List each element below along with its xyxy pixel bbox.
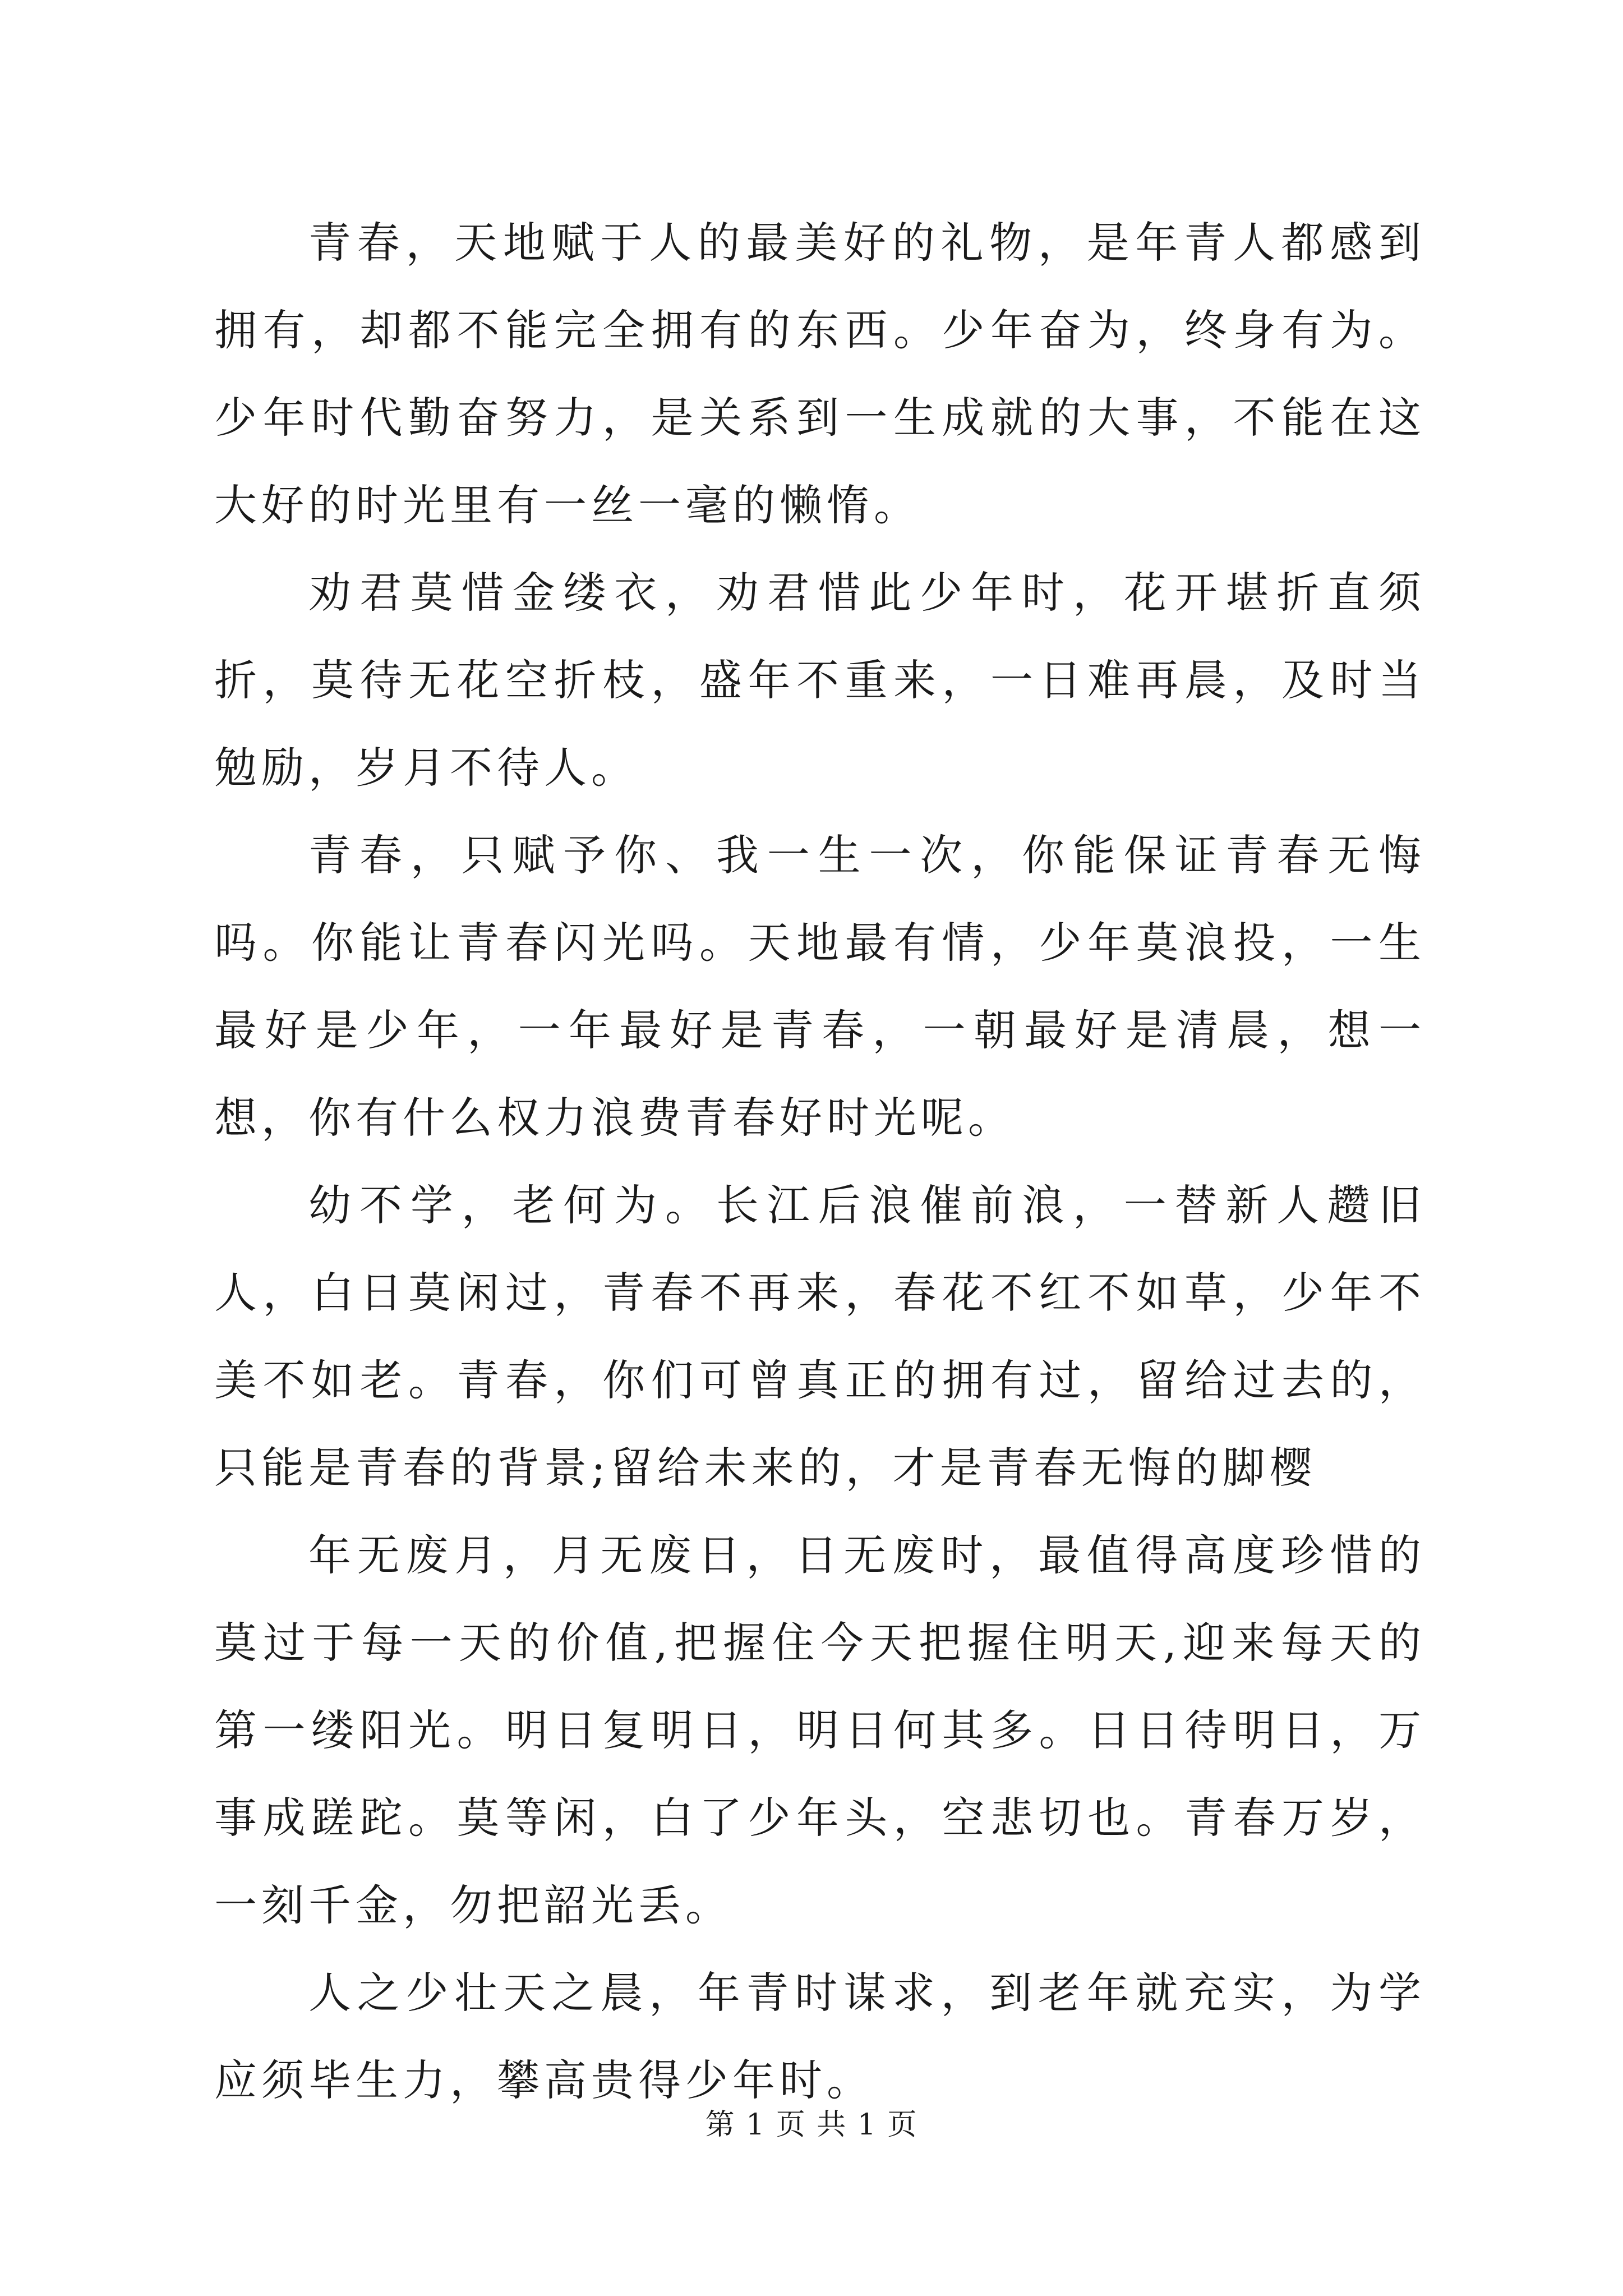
- paragraph: 青春，天地赋于人的最美好的礼物，是年青人都感到拥有，却都不能完全拥有的东西。少年奋为，终身有为。少年时代勤奋努力，是关系到一生成就的大事，不能在这大好的时光里有一丝一毫的懒惰。: [214, 218, 1426, 530]
- paragraph: 青春，只赋予你、我一生一次，你能保证青春无悔吗。你能让青春闪光吗。天地最有情，少年莫浪投，一生最好是少年，一年最好是青春，一朝最好是清晨，想一想，你有什么权力浪费青春好时光呢。: [214, 830, 1426, 1143]
- paragraph: 年无废月，月无废日，日无废时，最值得高度珍惜的莫过于每一天的价值,把握住今天把握住明天,迎来每天的第一缕阳光。明日复明日，明日何其多。日日待明日，万事成蹉跎。莫等闲，白了少年头，空悲切也。青春万岁，一刻千金，勿把韶光丢。: [214, 1530, 1426, 1930]
- paragraph: 人之少壮天之晨，年青时谋求，到老年就充实，为学应须毕生力，攀高贵得少年时。: [214, 1968, 1426, 2105]
- document-body: [214, 199, 1426, 2124]
- page-footer: 第 1 页 共 1 页: [705, 2108, 918, 2142]
- paragraph: 幼不学，老何为。长江后浪催前浪，一替新人趱旧人，白日莫闲过，青春不再来，春花不红不如草，少年不美不如老。青春，你们可曾真正的拥有过，留给过去的，只能是青春的背景;留给未来的，才是青春无悔的脚樱: [214, 1180, 1426, 1493]
- paragraph: 劝君莫惜金缕衣，劝君惜此少年时，花开堪折直须折，莫待无花空折枝，盛年不重来，一日难再晨，及时当勉励，岁月不待人。: [214, 568, 1426, 793]
